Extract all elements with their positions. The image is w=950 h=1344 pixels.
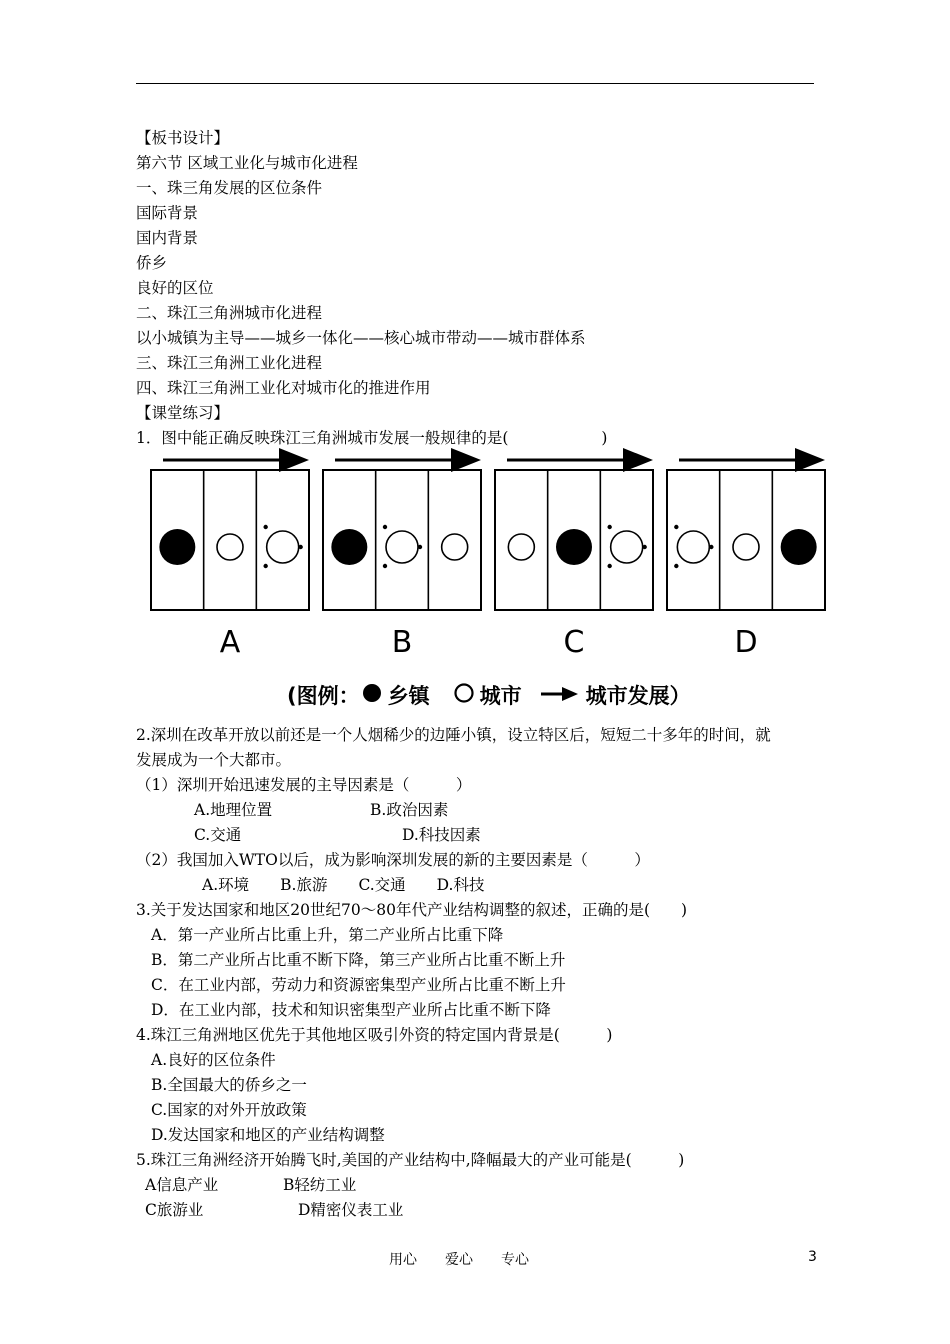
option: D.发达国家和地区的产业结构调整 (151, 1126, 385, 1144)
satellite-dot (607, 564, 611, 568)
question-1: 1．图中能正确反映珠江三角洲城市发展一般规律的是( ) (136, 429, 608, 447)
outline-subitem: 以小城镇为主导——城乡一体化——核心城市带动——城市群体系 (136, 329, 586, 347)
legend-dev-label: 城市发展 (585, 684, 670, 708)
options: A.环境 B.旅游 C.交通 D.科技 (202, 876, 485, 894)
option: D精密仪表工业 (298, 1201, 404, 1219)
board-heading: 【板书设计】 (136, 129, 230, 147)
question-4: 4.珠江三角洲地区优先于其他地区吸引外资的特定国内背景是( ) (136, 1026, 613, 1044)
satellite-dot (642, 545, 646, 549)
section-title: 第六节 区域工业化与城市化进程 (136, 154, 358, 172)
town-dot (556, 529, 592, 565)
growing-city-circle (386, 531, 418, 563)
panel-label: D (734, 625, 758, 660)
satellite-dot (418, 545, 422, 549)
outline-subitem: 国际背景 (136, 204, 199, 222)
option: D．在工业内部，技术和知识密集型产业所占比重不断下降 (151, 1001, 551, 1019)
legend-city-label: 城市 (479, 684, 522, 708)
option: C旅游业 (145, 1201, 204, 1219)
satellite-dot (674, 525, 678, 529)
option: A信息产业 (145, 1176, 219, 1194)
option: C.交通 (194, 826, 242, 844)
town-dot (331, 529, 367, 565)
outline-subitem: 良好的区位 (136, 279, 214, 297)
question-2-cont: 发展成为一个大都市。 (136, 751, 292, 769)
satellite-dot (607, 525, 611, 529)
panel-label: B (391, 625, 413, 660)
city-circle (442, 534, 468, 560)
header-rule (136, 83, 814, 84)
outline-item: 四、珠江三角洲工业化对城市化的推进作用 (136, 379, 431, 397)
outline-subitem: 国内背景 (136, 229, 199, 247)
growing-city-circle (611, 531, 643, 563)
legend-city-icon (454, 682, 474, 709)
question-2: 2.深圳在改革开放以前还是一个人烟稀少的边陲小镇，设立特区后，短短二十多年的时间，就 (136, 726, 771, 744)
outline-item: 一、珠三角发展的区位条件 (136, 179, 323, 197)
option: B轻纺工业 (283, 1176, 357, 1194)
legend-town-icon (362, 683, 382, 708)
satellite-dot (383, 525, 387, 529)
practice-heading: 【课堂练习】 (136, 404, 230, 422)
satellite-dot (263, 564, 267, 568)
question-2-1: （1）深圳开始迅速发展的主导因素是（ ） (136, 776, 472, 794)
option: B．第二产业所占比重不断下降，第三产业所占比重不断上升 (151, 951, 566, 969)
satellite-dot (709, 545, 713, 549)
city-circle (733, 534, 759, 560)
legend-town-label: 乡镇 (387, 684, 430, 708)
option: C．在工业内部，劳动力和资源密集型产业所占比重不断上升 (151, 976, 566, 994)
page-number: 3 (808, 1249, 817, 1265)
satellite-dot (674, 564, 678, 568)
outline-item: 二、珠江三角洲城市化进程 (136, 304, 323, 322)
figure-legend (287, 682, 691, 708)
town-dot (159, 529, 195, 565)
city-circle (217, 534, 243, 560)
option: A．第一产业所占比重上升，第二产业所占比重下降 (151, 926, 504, 944)
option: D.科技因素 (402, 826, 481, 844)
legend-arrow-icon (540, 683, 580, 707)
option: B.政治因素 (370, 801, 449, 819)
option: B.全国最大的侨乡之一 (151, 1076, 307, 1094)
growing-city-circle (677, 531, 709, 563)
option: A.良好的区位条件 (151, 1051, 276, 1069)
question-2-2: （2）我国加入WTO以后，成为影响深圳发展的新的主要因素是（ ） (136, 851, 650, 869)
city-development-figure (146, 448, 836, 676)
legend-open: (图例： (287, 684, 360, 708)
legend-close: ） (669, 684, 691, 708)
outline-subitem: 侨乡 (136, 254, 168, 272)
question-3: 3.关于发达国家和地区20世纪70～80年代产业结构调整的叙述，正确的是( ) (136, 901, 688, 919)
town-dot (781, 529, 817, 565)
question-5: 5.珠江三角洲经济开始腾飞时,美国的产业结构中,降幅最大的产业可能是( ) (136, 1151, 685, 1169)
panel-label: C (563, 625, 585, 660)
option: C.国家的对外开放政策 (151, 1101, 307, 1119)
satellite-dot (263, 525, 267, 529)
footer-motto: 用心 爱心 专心 (389, 1252, 529, 1268)
growing-city-circle (267, 531, 299, 563)
option: A.地理位置 (194, 801, 273, 819)
city-circle (508, 534, 534, 560)
satellite-dot (298, 545, 302, 549)
satellite-dot (383, 564, 387, 568)
outline-item: 三、珠江三角洲工业化进程 (136, 354, 323, 372)
panel-label: A (219, 625, 241, 660)
